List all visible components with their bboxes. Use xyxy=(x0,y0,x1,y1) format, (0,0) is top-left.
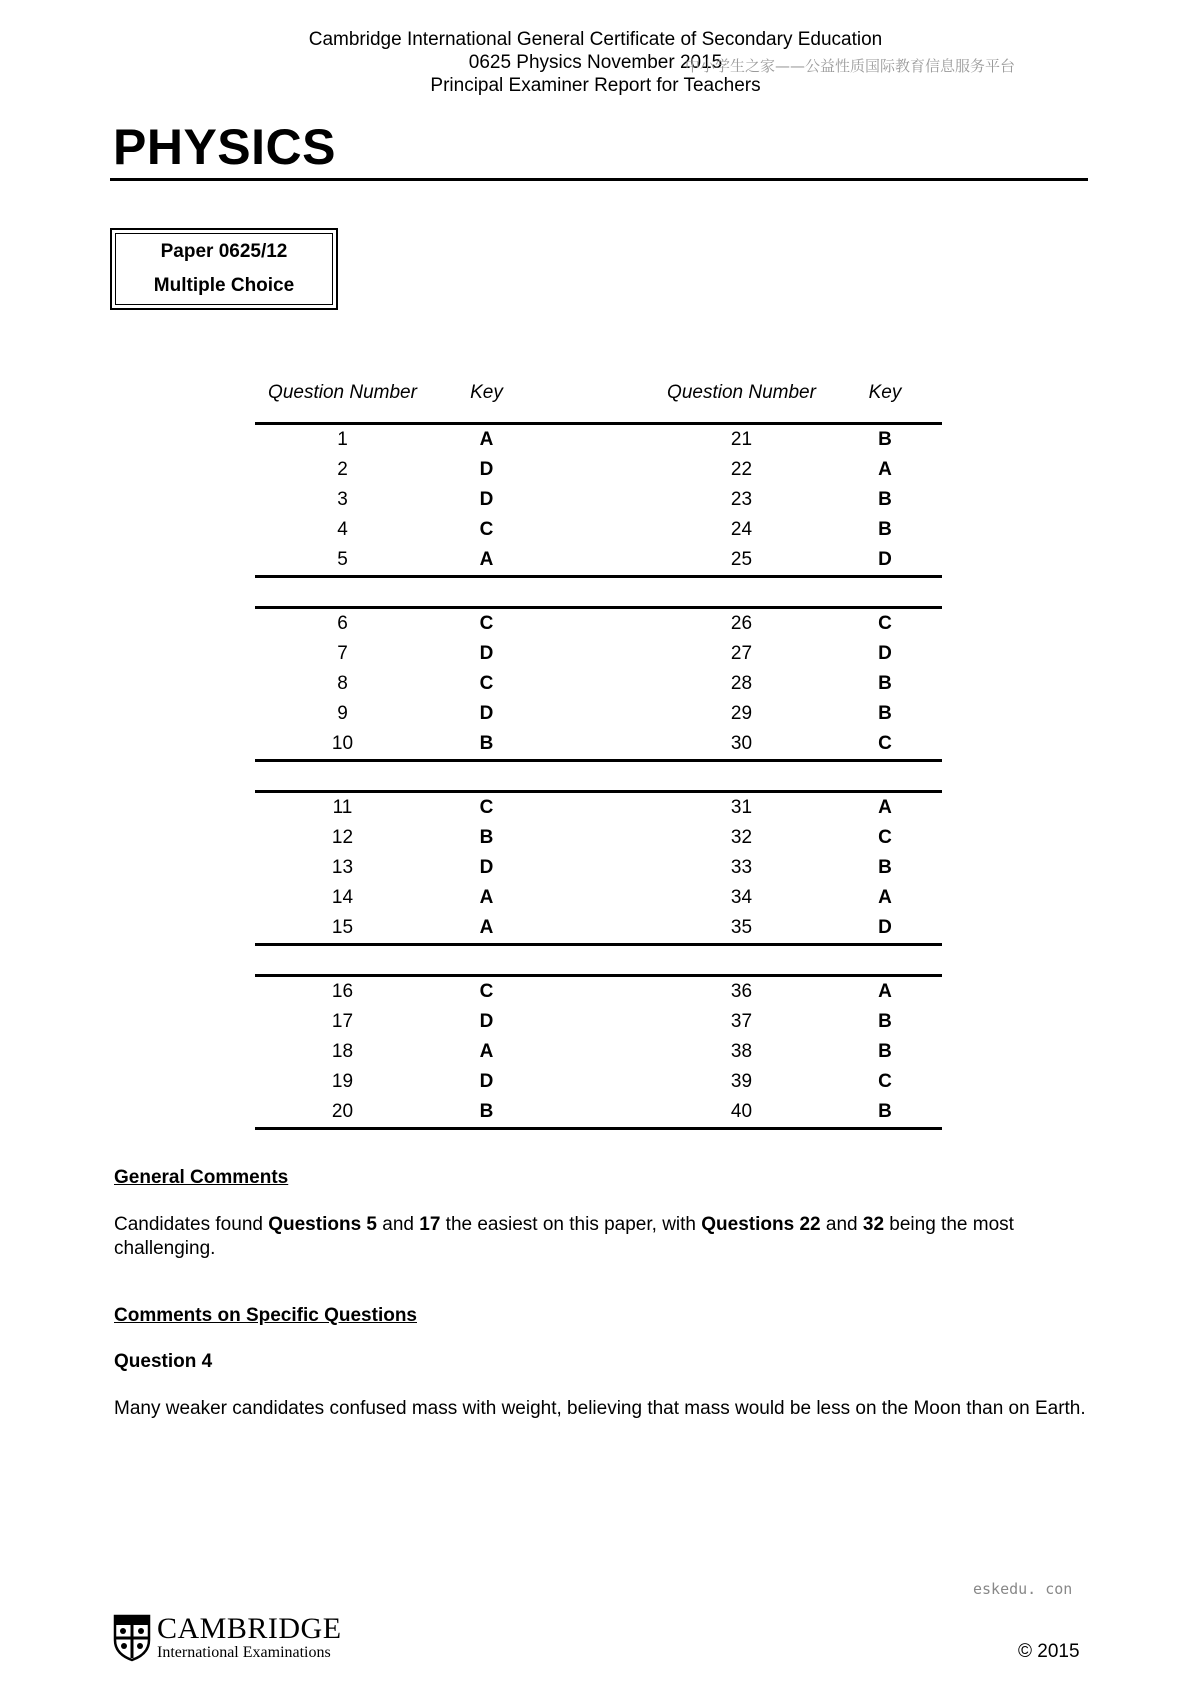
question-number-cell: 22 xyxy=(730,459,753,480)
key-cell: D xyxy=(828,913,942,945)
table-row xyxy=(255,669,942,699)
question-number-cell: 24 xyxy=(730,519,753,540)
table-row xyxy=(255,1007,942,1037)
question-number-cell: 23 xyxy=(730,489,753,510)
question-number-cell: 28 xyxy=(730,673,753,694)
question-number-cell: 25 xyxy=(655,545,828,577)
key-cell: A xyxy=(430,913,543,945)
table-row xyxy=(255,699,942,729)
question-number-cell: 7 xyxy=(337,643,348,664)
question-number-cell: 4 xyxy=(337,519,348,540)
copyright-text: © 2015 xyxy=(1018,1641,1080,1662)
key-cell: C xyxy=(430,608,543,640)
question-number-cell: 5 xyxy=(255,545,430,577)
key-cell: A xyxy=(878,459,892,480)
logo-subtitle: International Examinations xyxy=(157,1644,331,1661)
key-cell: C xyxy=(430,792,543,824)
question-number-cell: 33 xyxy=(730,857,753,878)
key-cell: B xyxy=(878,1041,892,1062)
table-row xyxy=(255,608,942,640)
key-cell: B xyxy=(828,1097,942,1129)
question-number-cell: 8 xyxy=(337,673,348,694)
specific-comments-heading: Comments on Specific Questions xyxy=(114,1305,417,1326)
page-title: PHYSICS xyxy=(113,119,337,175)
question-heading: Question 4 xyxy=(114,1351,213,1372)
header-line-2: 0625 Physics November 2015 xyxy=(468,52,723,73)
key-cell: B xyxy=(878,857,892,878)
table-row xyxy=(255,485,942,515)
question-number-cell: 36 xyxy=(655,976,828,1008)
key-cell: A xyxy=(430,424,543,456)
title-divider xyxy=(110,178,1088,181)
question-number-cell: 15 xyxy=(255,913,430,945)
question-number-cell: 26 xyxy=(655,608,828,640)
question-number-cell: 34 xyxy=(730,887,753,908)
key-cell: B xyxy=(430,1097,543,1129)
key-cell: D xyxy=(878,643,892,664)
col-header-question-number-left: Question Number xyxy=(268,381,417,403)
question-number-cell: 1 xyxy=(255,424,430,456)
question-number-cell: 29 xyxy=(730,703,753,724)
question-number-cell: 17 xyxy=(331,1011,354,1032)
table-row xyxy=(255,424,942,456)
cambridge-shield-icon xyxy=(113,1614,151,1662)
table-row xyxy=(255,515,942,545)
key-cell: D xyxy=(479,1011,494,1032)
question-number-cell: 39 xyxy=(730,1071,753,1092)
watermark-text: 中小学生之家——公益性质国际教育信息服务平台 xyxy=(685,57,1016,75)
key-cell: D xyxy=(479,703,494,724)
logo-name: CAMBRIDGE xyxy=(157,1612,342,1645)
question-number-cell: 6 xyxy=(255,608,430,640)
table-row xyxy=(255,729,942,761)
key-cell: B xyxy=(430,729,543,761)
question-number-cell: 31 xyxy=(655,792,828,824)
table-row xyxy=(255,976,942,1008)
key-cell: D xyxy=(479,857,494,878)
question-number-cell: 19 xyxy=(331,1071,354,1092)
question-number-cell: 20 xyxy=(255,1097,430,1129)
key-cell: A xyxy=(828,976,942,1008)
col-header-key-left: Key xyxy=(470,381,503,403)
question-number-cell: 10 xyxy=(255,729,430,761)
question-number-cell: 40 xyxy=(655,1097,828,1129)
table-row xyxy=(255,853,942,883)
answer-key-table xyxy=(255,362,942,1130)
general-comments-heading: General Comments xyxy=(114,1167,289,1188)
key-cell: B xyxy=(878,519,892,540)
question-number-cell: 38 xyxy=(730,1041,753,1062)
key-cell: C xyxy=(878,1071,892,1092)
key-cell: B xyxy=(878,673,892,694)
table-row xyxy=(255,455,942,485)
header-line-3: Principal Examiner Report for Teachers xyxy=(430,75,761,96)
key-cell: C xyxy=(828,608,942,640)
key-cell: C xyxy=(479,519,494,540)
question-number-cell: 2 xyxy=(337,459,348,480)
question-number-cell: 35 xyxy=(655,913,828,945)
table-row xyxy=(255,823,942,853)
question-number-cell: 30 xyxy=(655,729,828,761)
key-cell: B xyxy=(479,827,494,848)
paper-info-box xyxy=(110,228,338,310)
table-row xyxy=(255,1037,942,1067)
question-number-cell: 21 xyxy=(655,424,828,456)
key-cell: C xyxy=(828,729,942,761)
table-row xyxy=(255,545,942,577)
question-number-cell: 27 xyxy=(730,643,753,664)
key-cell: D xyxy=(479,489,494,510)
key-cell: C xyxy=(430,976,543,1008)
table-row xyxy=(255,639,942,669)
key-cell: B xyxy=(878,703,892,724)
col-header-question-number-right: Question Number xyxy=(667,381,816,403)
question-number-cell: 11 xyxy=(255,792,430,824)
table-row xyxy=(255,792,942,824)
question-number-cell: 32 xyxy=(730,827,753,848)
question-number-cell: 13 xyxy=(331,857,354,878)
key-cell: A xyxy=(878,887,892,908)
question-number-cell: 9 xyxy=(337,703,348,724)
key-cell: D xyxy=(828,545,942,577)
question-number-cell: 14 xyxy=(331,887,354,908)
table-row xyxy=(255,1097,942,1129)
key-cell: D xyxy=(479,1071,494,1092)
paper-type: Multiple Choice xyxy=(153,275,295,296)
question-number-cell: 3 xyxy=(337,489,348,510)
table-row xyxy=(255,883,942,913)
question-comment-text: Many weaker candidates confused mass with weight, believing that mass would be less on the Moon than on Earth. xyxy=(114,1398,1086,1419)
key-cell: C xyxy=(479,673,494,694)
key-cell: A xyxy=(430,545,543,577)
key-cell: B xyxy=(878,489,892,510)
key-cell: B xyxy=(828,424,942,456)
key-cell: B xyxy=(878,1011,892,1032)
table-row xyxy=(255,1067,942,1097)
col-header-key-right: Key xyxy=(868,381,902,403)
paper-code: Paper 0625/12 xyxy=(160,241,288,262)
cambridge-logo xyxy=(113,1613,342,1663)
key-cell: A xyxy=(479,1041,494,1062)
question-number-cell: 16 xyxy=(255,976,430,1008)
table-row xyxy=(255,913,942,945)
header-line-1: Cambridge International General Certificate of Secondary Education xyxy=(308,29,883,50)
question-number-cell: 12 xyxy=(331,827,354,848)
key-cell: C xyxy=(878,827,892,848)
key-cell: D xyxy=(479,643,494,664)
question-number-cell: 37 xyxy=(730,1011,753,1032)
key-cell: A xyxy=(479,887,494,908)
question-number-cell: 18 xyxy=(331,1041,354,1062)
general-comments-text: Candidates found Questions 5 and 17 the easiest on this paper, with Questions 22 and 32 being the most challenging. xyxy=(114,1214,1014,1259)
footer-site-text: eskedu. con xyxy=(973,1580,1073,1598)
key-cell: A xyxy=(828,792,942,824)
key-cell: D xyxy=(479,459,494,480)
